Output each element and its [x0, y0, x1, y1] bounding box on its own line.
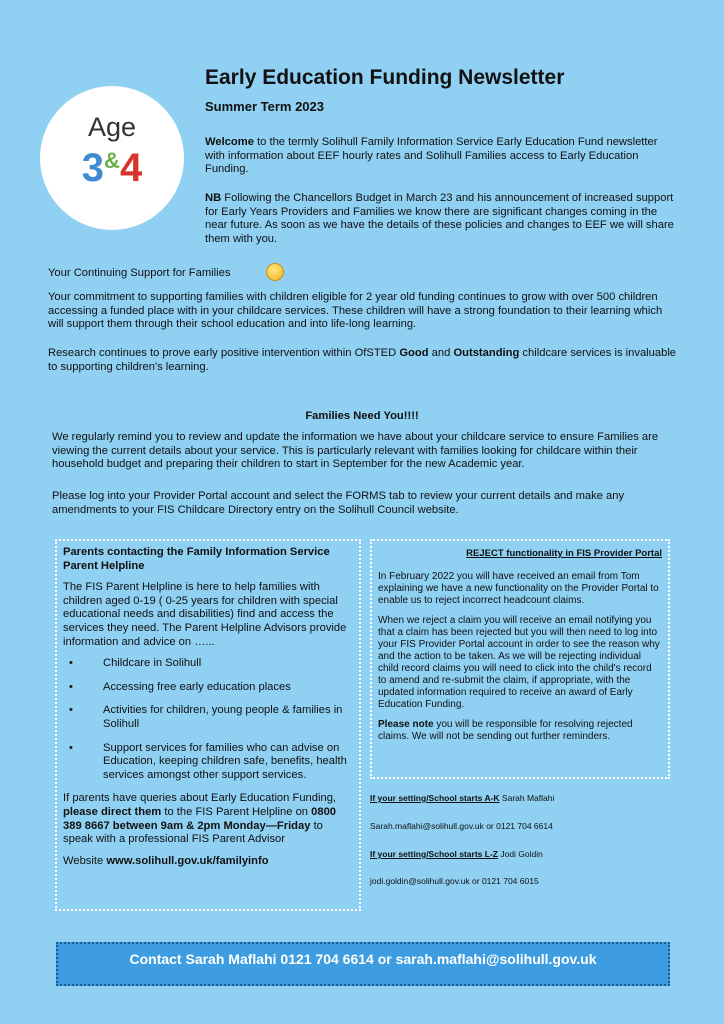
website-label: Website: [63, 854, 107, 867]
parent-helpline-box: [55, 539, 361, 911]
queries-bold-1: please direct them: [63, 805, 162, 818]
list-item: • Accessing free early education places: [63, 681, 353, 695]
support-paragraph: Your commitment to supporting families with children eligible for 2 year old funding continues to grow with over 500 children accessing a funded place with in your childcare services. These children will have a strong foundation to their learning which will support them through their school education and into life-long learning.: [48, 291, 663, 331]
reject-paragraph-3: [378, 719, 662, 743]
queries-bold-2: 0800 389 8667 between 9am & 2pm Monday—Friday: [63, 805, 337, 832]
contact-lz-label: If your setting/School starts L-Z: [370, 849, 498, 859]
queries-text-c: to speak with a professional FIS Parent Advisor: [63, 819, 323, 846]
families-paragraph-1: We regularly remind you to review and update the information we have about your childcare service to ensure Families are viewing the current details about your service. This is particularly relevant with families looking for childcare within their household budget and preparing their children to start in September for the new Academic year.: [52, 431, 659, 471]
research-good: Good: [399, 347, 429, 359]
reject-note-text: you will be responsible for resolving rejected claims. We will not be sending out further reminders.: [378, 718, 633, 742]
helpline-website: [63, 855, 353, 869]
reject-note-bold: Please note: [378, 718, 434, 730]
contact-lz: [370, 849, 543, 860]
families-heading: Families Need You!!!!: [305, 410, 419, 422]
families-paragraph-2: Please log into your Provider Portal account and select the FORMS tab to review your current details and make any amendments to your FIS Childcare Directory entry on the Solihull Council website.: [52, 490, 625, 516]
reject-heading: REJECT functionality in FIS Provider Portal: [466, 548, 662, 559]
contact-ak: [370, 793, 554, 804]
smiley-icon: [266, 263, 284, 281]
contact-ak-name: Sarah Maflahi: [499, 793, 555, 803]
helpline-heading: Parents contacting the Family Information Service Parent Helpline: [63, 546, 330, 572]
welcome-text: to the termly Solihull Family Information Service Early Education Fund newsletter with information about EEF hourly rates and Solihull Families access to Early Education Funding.: [205, 136, 658, 176]
logo-amp: &: [104, 148, 120, 173]
page-title: Early Education Funding Newsletter: [205, 66, 565, 89]
contact-lz-detail[interactable]: jodi.goldin@solihull.gov.uk or 0121 704 6015: [370, 876, 539, 886]
website-link[interactable]: www.solihull.gov.uk/familyinfo: [106, 854, 269, 867]
list-item: • Childcare in Solihull: [63, 657, 353, 671]
footer-contact-banner[interactable]: Contact Sarah Maflahi 0121 704 6614 or sarah.maflahi@solihull.gov.uk: [56, 942, 670, 986]
page-subtitle: Summer Term 2023: [205, 99, 324, 114]
support-heading: Your Continuing Support for Families: [48, 267, 231, 279]
helpline-intro: The FIS Parent Helpline is here to help families with children aged 0-19 ( 0-25 years for children with special educational needs and disabilities) find and access the services they need. The Parent Helpline Advisors provide information and advice on …...: [63, 581, 347, 648]
contact-ak-detail[interactable]: Sarah.maflahi@solihull.gov.uk or 0121 704 6614: [370, 821, 553, 831]
reject-functionality-box: [370, 539, 670, 779]
research-paragraph: [48, 347, 678, 374]
research-text-c: childcare services is invaluable to supporting children's learning.: [48, 347, 677, 373]
logo-three: 3: [81, 146, 105, 190]
logo-age-text: Age: [87, 112, 137, 142]
logo-number: [40, 146, 184, 191]
queries-text-a: If parents have queries about Early Education Funding,: [63, 792, 337, 805]
logo-four: 4: [119, 146, 143, 190]
helpline-list: [63, 657, 353, 782]
helpline-queries: [63, 792, 353, 846]
list-item: • Activities for children, young people & families in Solihull: [63, 704, 353, 731]
queries-text-b: to the FIS Parent Helpline on: [161, 805, 312, 818]
research-text-a: Research continues to prove early positive intervention within OfSTED: [48, 347, 400, 359]
contact-lz-name: Jodi Goldin: [497, 849, 543, 859]
nb-bold: NB: [205, 192, 222, 204]
reject-paragraph-1: In February 2022 you will have received an email from Tom explaining we have a new functionality on the Provider Portal to enable us to reject incorrect headcount claims.: [378, 570, 659, 606]
list-item: • Support services for families who can advise on Education, keeping children safe, benefits, health services amongst other support services.: [63, 742, 353, 783]
age-3-4-logo: [40, 86, 184, 230]
nb-paragraph: [205, 192, 675, 246]
research-text-b: and: [428, 347, 454, 359]
welcome-bold: Welcome: [205, 136, 254, 148]
welcome-paragraph: [205, 136, 675, 177]
research-outstanding: Outstanding: [453, 347, 520, 359]
contact-ak-label: If your setting/School starts A-K: [370, 793, 500, 803]
reject-paragraph-2: When we reject a claim you will receive an email notifying you that a claim has been rejected but you will then need to log into your FIS Provider Portal account in order to see the reason why and the action to be taken. As we will be rejecting individual child record claims you will need to click into the child's record to amend and re-submit the claim, if appropriate, with the updated information required to receive an award of Early Education Funding.: [378, 614, 660, 710]
nb-text: Following the Chancellors Budget in March 23 and his announcement of increased support for Early Years Providers and Families we know there are significant changes coming in the near future. As soon as we have the details of these policies and changes to EEF we will share them with you.: [205, 192, 674, 245]
